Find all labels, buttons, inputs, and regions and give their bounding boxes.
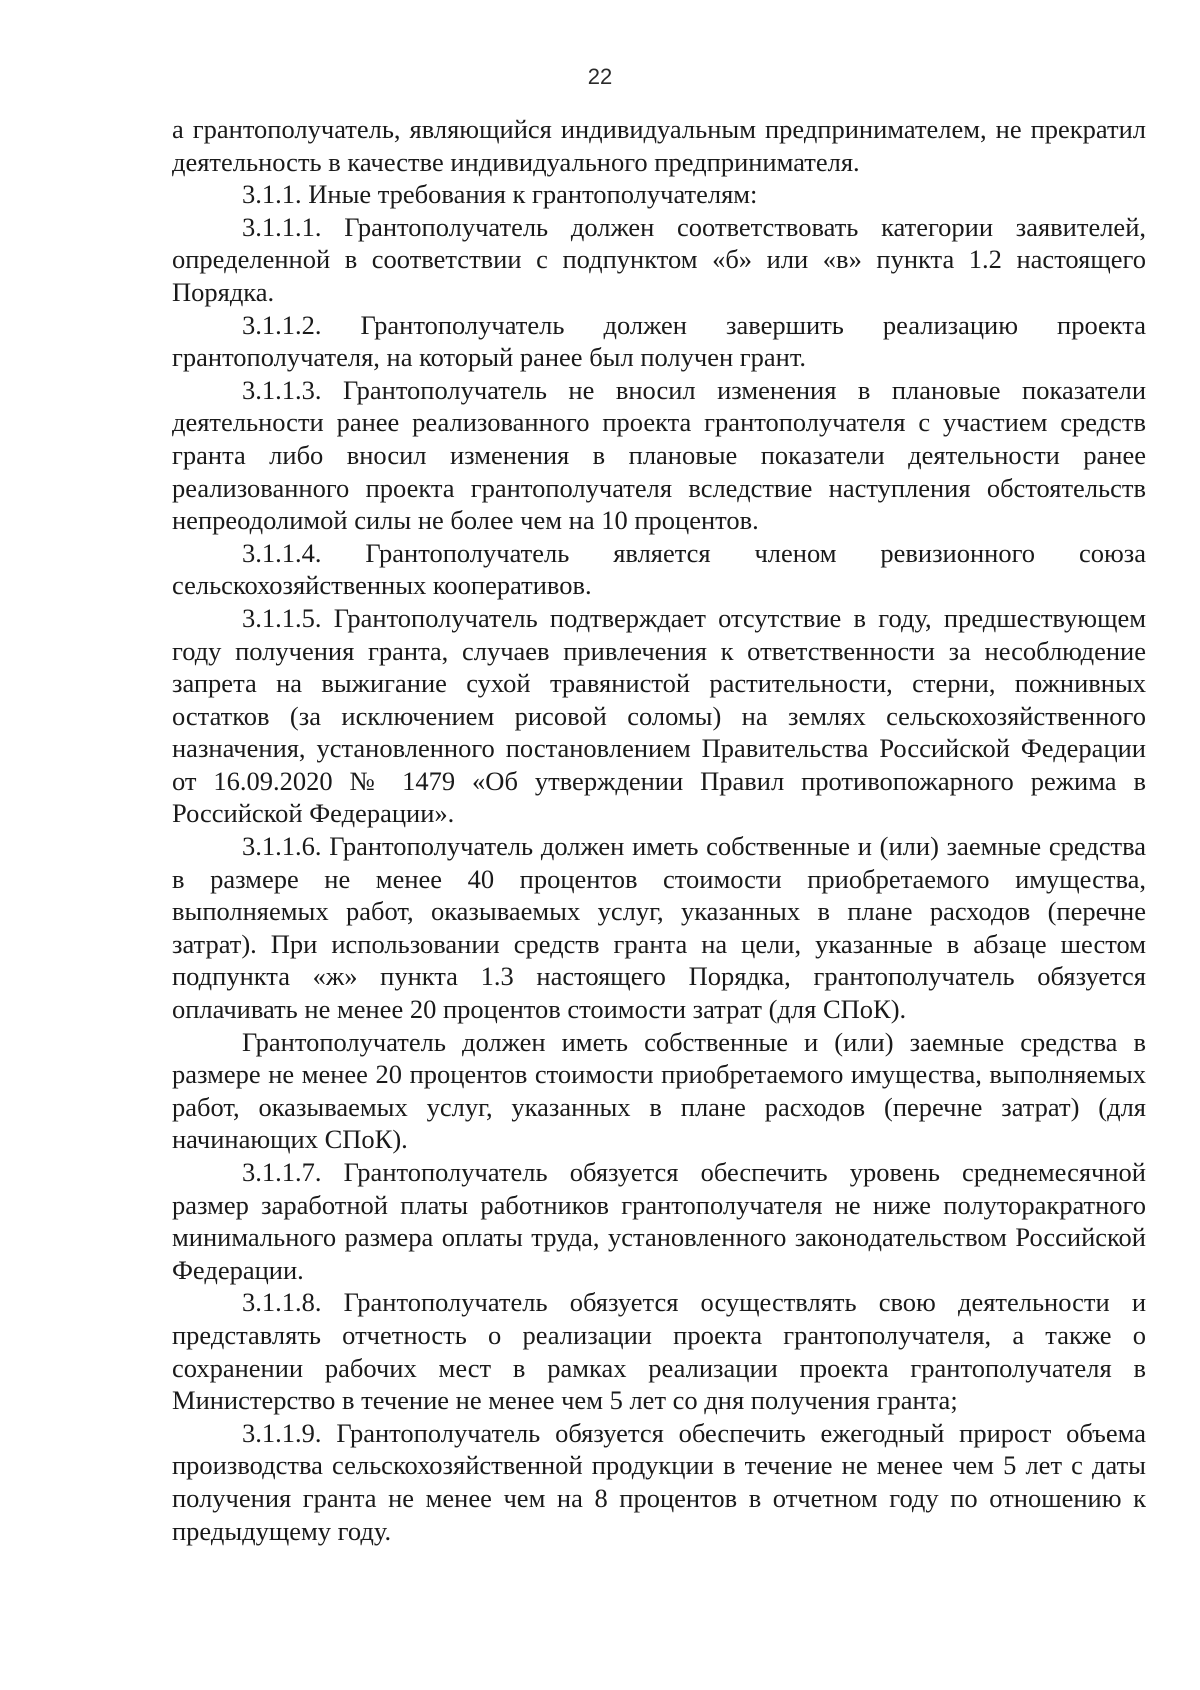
paragraph-3-1-1-2: 3.1.1.2. Грантополучатель должен завершить реализацию проекта грантополучателя, на который ранее был получен грант. xyxy=(172,309,1146,373)
paragraph-3-1-1-4: 3.1.1.4. Грантополучатель является членом ревизионного союза сельскохозяйственных кооперативов. xyxy=(172,537,1146,601)
paragraph-3-1-1-6: 3.1.1.6. Грантополучатель должен иметь собственные и (или) заемные средства в размере не менее 40 процентов стоимости приобретаемого имущества, выполняемых работ, оказываемых услуг, указанных в плане расходов (перечне затрат). При использовании средств гранта на цели, указанные в абзаце шестом подпункта «ж» пункта 1.3 настоящего Порядка, грантополучатель обязуется оплачивать не менее 20 процентов стоимости затрат (для СПоК). xyxy=(172,831,1146,1025)
paragraph-3-1-1: 3.1.1. Иные требования к грантополучателям: xyxy=(242,179,758,210)
page-number: 22 xyxy=(587,64,613,89)
paragraph-3-1-1-3: 3.1.1.3. Грантополучатель не вносил изменения в плановые показатели деятельности ранее реализованного проекта грантополучателя с участием средств гранта либо вносил изменения в плановые показатели деятельности ранее реализованного проекта грантополучателя вследствие наступления обстоятельств непреодолимой силы не более чем на 10 процентов. xyxy=(172,374,1146,536)
document-body xyxy=(172,113,1146,1547)
paragraph-3-1-1-7: 3.1.1.7. Грантополучатель обязуется обеспечить уровень среднемесячной размер заработной платы работников грантополучателя не ниже полуторакратного минимального размера оплаты труда, установленного законодательством Российской Федерации. xyxy=(172,1157,1146,1285)
paragraph-3-1-1-5: 3.1.1.5. Грантополучатель подтверждает отсутствие в году, предшествующем году получения гранта, случаев привлечения к ответственности за несоблюдение запрета на выжигание сухой травянистой растительности, стерни, пожнивных остатков (за исключением рисовой соломы) на землях сельскохозяйственного назначения, установленного постановлением Правительства Российской Федерации от 16.09.2020 № 1479 «Об утверждении Правил противопожарного режима в Российской Федерации». xyxy=(172,602,1146,829)
paragraph-3-1-1-9: 3.1.1.9. Грантополучатель обязуется обеспечить ежегодный прирост объема производства сельскохозяйственной продукции в течение не менее чем 5 лет с даты получения гранта не менее чем на 8 процентов в отчетном году по отношению к предыдущему году. xyxy=(172,1417,1146,1546)
paragraph-3-1-1-1: 3.1.1.1. Грантополучатель должен соответствовать категории заявителей, определенной в соответствии с подпунктом «б» или «в» пункта 1.2 настоящего Порядка. xyxy=(172,211,1146,307)
paragraph-3-1-1-8: 3.1.1.8. Грантополучатель обязуется осуществлять свою деятельности и представлять отчетность о реализации проекта грантополучателя, а также о сохранении рабочих мест в рамках реализации проекта грантополучателя в Министерство в течение не менее чем 5 лет со дня получения гранта; xyxy=(172,1287,1146,1416)
paragraph-3-1-1-6-addendum: Грантополучатель должен иметь собственные и (или) заемные средства в размере не менее 20 процентов стоимости приобретаемого имущества, выполняемых работ, оказываемых услуг, указанных в плане расходов (перечне затрат) (для начинающих СПоК). xyxy=(172,1026,1146,1155)
paragraph-continuation: а грантополучатель, являющийся индивидуальным предпринимателем, не прекратил деятельность в качестве индивидуального предпринимателя. xyxy=(172,114,1146,177)
